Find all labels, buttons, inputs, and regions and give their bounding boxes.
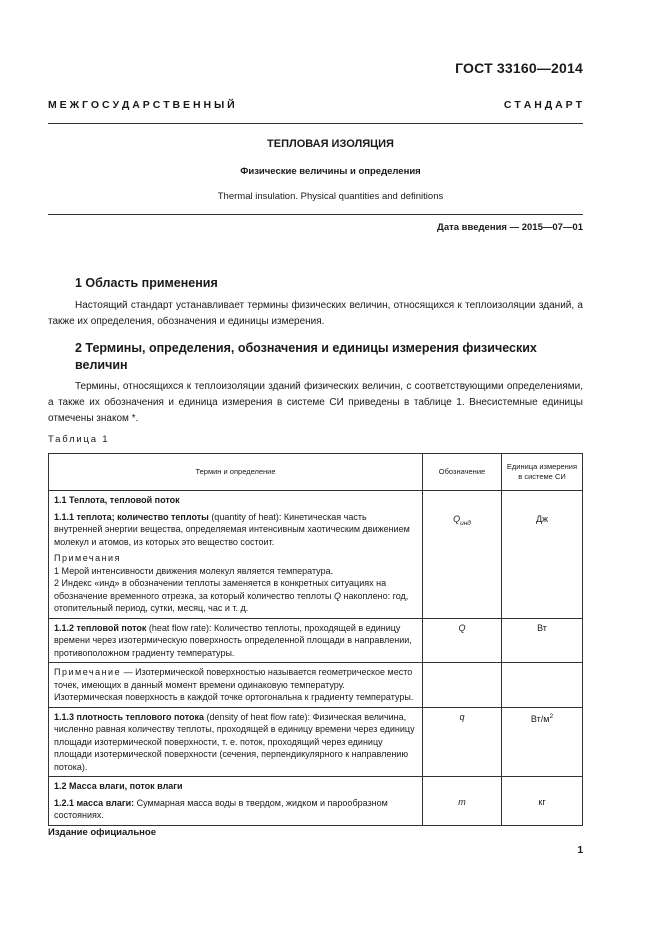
terms-table bbox=[48, 453, 583, 826]
standard-banner bbox=[48, 99, 582, 111]
document-subtitle: Физические величины и определения bbox=[240, 166, 421, 177]
english-title: Thermal insulation. Physical quantities and definitions bbox=[217, 191, 444, 202]
page-number: 1 bbox=[577, 845, 583, 856]
document-code: ГОСТ 33160—2014 bbox=[455, 60, 583, 76]
symbol-Q: Q bbox=[458, 622, 466, 633]
term-1-2-1 bbox=[54, 797, 416, 822]
unit-cell bbox=[502, 491, 583, 619]
header-unit: Единица измерения в системе СИ bbox=[502, 454, 583, 491]
unit-kg: кг bbox=[538, 797, 546, 807]
table-row bbox=[49, 618, 583, 663]
note-2-part-a: 2 Индекс «инд» в обозначении теплоты заменяется в конкретных ситуациях на обозначение временного отрезка, за который количество теплоты bbox=[54, 578, 387, 601]
symbol-cell bbox=[423, 491, 502, 619]
term-definition: Физическая величина, численно равная количеству теплоты, проходящей в единицу времени через единицу площади изотермической поверхности, т. е. поток, проходящий через единицу площади изотермической поверхности (сечения, перпендикулярного к направлению потока). bbox=[54, 711, 415, 772]
official-edition: Издание официальное bbox=[48, 827, 156, 838]
unit-cell bbox=[502, 663, 583, 708]
unit-watt-per-m2: Вт/м bbox=[530, 713, 550, 724]
unit-superscript: 2 bbox=[549, 712, 554, 720]
term-english: (heat flow rate): bbox=[146, 622, 214, 633]
term-name: 1.1.3 плотность теплового потока bbox=[54, 711, 204, 722]
term-definition: Кинетическая часть внутренней энергии вещества, определяемая интенсивным хаотическим движением молекул и атомов, из которых это вещество состоит. bbox=[54, 511, 410, 547]
term-name: 1.2.1 масса влаги: bbox=[54, 797, 135, 808]
term-cell bbox=[49, 777, 423, 826]
note-text: — Изотермической поверхностью называется геометрическое место точек, имеющих в данный момент времени одинаковую температуру. Изотермическая поверхность в каждой точке ортогональна к градиенту температуры. bbox=[54, 667, 414, 702]
table-row bbox=[49, 777, 583, 826]
banner-right: С Т А Н Д А Р Т bbox=[503, 99, 582, 111]
section-moisture-heading: 1.2 Масса влаги, поток влаги bbox=[54, 781, 183, 791]
term-definition: Количество теплоты, проходящей в единицу времени через изотермическую поверхность определенной площади в направлении, противоположном градиенту температуры. bbox=[54, 622, 412, 658]
header-symbol: Обозначение bbox=[423, 454, 502, 491]
introduction-date: Дата введения — 2015—07—01 bbox=[437, 222, 583, 233]
term-cell bbox=[49, 491, 423, 619]
symbol-subscript: инд bbox=[460, 519, 471, 527]
section-2-heading: 2 Термины, определения, обозначения и единицы измерения физических величин bbox=[75, 341, 537, 372]
section-2-text: Термины, относящихся к теплоизоляции зданий физических величин, с соответствующими определениями, а также их обозначения и единица измерения в системе СИ приведены в таблице 1. Внесистемные единицы отмечены знаком *. bbox=[48, 381, 583, 424]
unit-cell bbox=[502, 618, 583, 663]
term-cell bbox=[49, 707, 423, 777]
top-divider bbox=[48, 123, 583, 124]
table-caption: Таблица 1 bbox=[48, 434, 110, 445]
header-term: Термин и определение bbox=[49, 454, 423, 491]
term-name: 1.1.1 теплота; количество теплоты bbox=[54, 511, 209, 522]
notes-1-1-1 bbox=[54, 552, 416, 615]
term-1-1-1 bbox=[54, 511, 416, 549]
note-1: 1 Мерой интенсивности движения молекул является температура. bbox=[54, 565, 334, 576]
table-header-row bbox=[49, 454, 583, 491]
unit-cell bbox=[502, 707, 583, 777]
term-cell bbox=[49, 618, 423, 663]
term-english: (density of heat flow rate): bbox=[204, 711, 313, 722]
unit-cell bbox=[502, 777, 583, 826]
mid-divider bbox=[48, 214, 583, 215]
notes-label: Примечания bbox=[54, 553, 121, 563]
table-row bbox=[49, 491, 583, 619]
term-cell bbox=[49, 663, 423, 708]
symbol-cell bbox=[423, 707, 502, 777]
table-row bbox=[49, 663, 583, 708]
symbol-q: q bbox=[459, 711, 465, 722]
symbol-cell bbox=[423, 663, 502, 708]
note-2 bbox=[54, 577, 416, 615]
note-2-symbol: Q bbox=[333, 590, 341, 601]
unit-joule: Дж bbox=[535, 514, 549, 524]
table-row bbox=[49, 707, 583, 777]
section-heat-heading: 1.1 Теплота, тепловой поток bbox=[54, 495, 180, 505]
symbol-m: m bbox=[458, 797, 466, 807]
term-definition: Суммарная масса воды в твердом, жидком и парообразном состояниях. bbox=[54, 797, 388, 820]
symbol-cell bbox=[423, 777, 502, 826]
unit-watt: Вт bbox=[537, 622, 547, 633]
note-2-part-b: накоплено: год, отопительный период, сутки, месяц, час и т. д. bbox=[54, 590, 409, 613]
section-1-text: Настоящий стандарт устанавливает термины физических величин, относящихся к теплоизоляции зданий, а также их определения, обозначения и единицы измерения. bbox=[48, 300, 583, 327]
note-label: Примечание bbox=[54, 667, 122, 677]
section-1-heading: 1 Область применения bbox=[75, 276, 218, 290]
symbol-Q-ind: Q bbox=[453, 514, 461, 524]
term-english: (quantity of heat): bbox=[208, 511, 284, 522]
banner-left: М Е Ж Г О С У Д А Р С Т В Е Н Н Ы Й bbox=[48, 99, 235, 111]
term-name: 1.1.2 тепловой поток bbox=[54, 622, 147, 633]
document-title: ТЕПЛОВАЯ ИЗОЛЯЦИЯ bbox=[267, 138, 394, 150]
symbol-cell bbox=[423, 618, 502, 663]
